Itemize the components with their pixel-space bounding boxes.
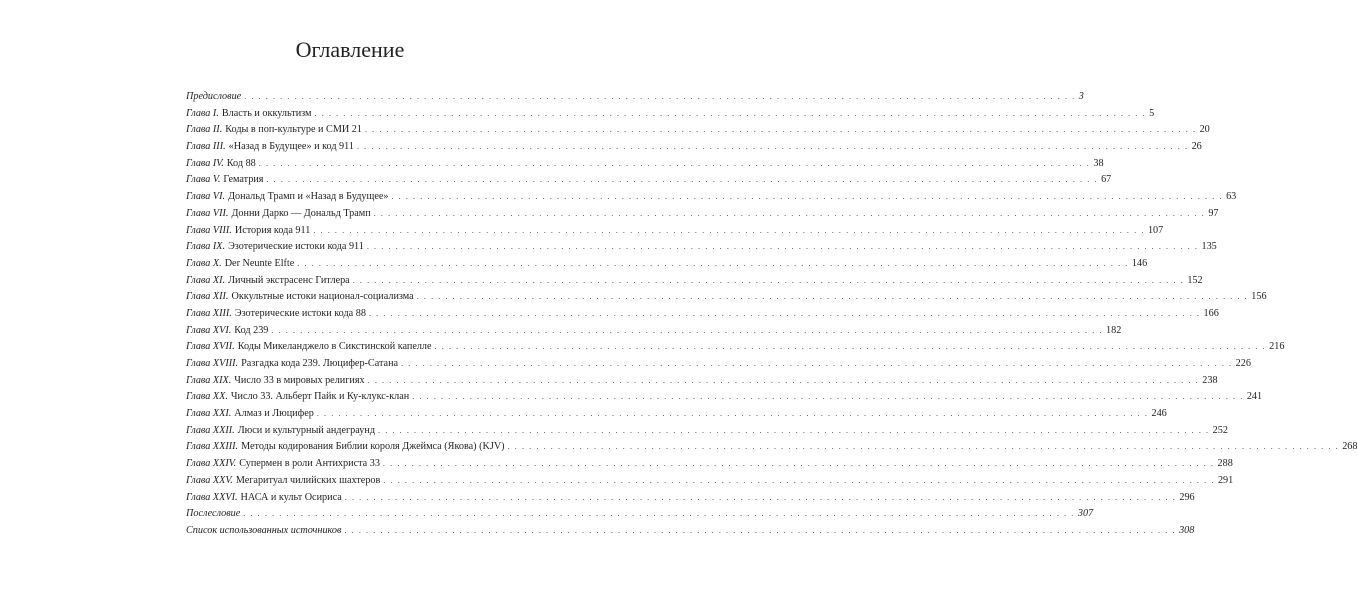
toc-chapter-number: Глава XXV.	[186, 474, 233, 486]
toc-chapter-number: Глава V.	[186, 174, 221, 186]
toc-chapter-number: Глава II.	[186, 124, 223, 136]
toc-entry	[186, 306, 1219, 323]
toc-dot-leader	[391, 189, 1223, 206]
toc-entry	[186, 506, 1094, 523]
toc-chapter-number: Глава VIII.	[186, 224, 232, 236]
toc-dot-leader	[383, 456, 1215, 473]
toc-dot-leader	[357, 139, 1189, 156]
toc-entry	[186, 106, 1155, 123]
toc-entry	[186, 189, 1237, 206]
toc-entry	[186, 439, 1357, 456]
toc-page-number: 67	[1101, 174, 1112, 186]
toc-page-number: 63	[1226, 191, 1237, 203]
toc-entry	[186, 256, 1148, 273]
toc-page-number: 246	[1151, 408, 1167, 420]
toc-chapter-title: Список использованных источников	[186, 524, 342, 536]
toc-chapter-number: Глава XX.	[186, 391, 228, 403]
toc-dot-leader	[315, 106, 1147, 123]
toc-entry	[186, 406, 1167, 423]
toc-chapter-title: Супермен в роли Антихриста 33	[239, 458, 380, 470]
toc-dot-leader	[266, 172, 1098, 189]
toc-entry	[186, 339, 1285, 356]
toc-chapter-number: Глава XVIII.	[186, 358, 239, 369]
toc-dot-leader	[243, 506, 1075, 523]
toc-dot-leader	[367, 239, 1199, 256]
toc-dot-leader	[244, 89, 1076, 106]
toc-dot-leader	[378, 423, 1210, 440]
toc-chapter-number: Глава XI.	[186, 274, 226, 286]
toc-chapter-number: Глава XXIV.	[186, 458, 237, 470]
toc-page-number: 288	[1217, 458, 1233, 470]
toc-page-number: 308	[1179, 524, 1195, 536]
toc-chapter-number: Глава III.	[186, 141, 226, 153]
toc-dot-leader	[374, 206, 1206, 223]
toc-page-number: 252	[1212, 424, 1228, 436]
toc-page-number: 152	[1187, 274, 1203, 286]
toc-page-number: 291	[1217, 474, 1234, 486]
toc-chapter-title: Эзотерические истоки кода 88	[234, 307, 366, 319]
toc-entry	[186, 490, 1195, 507]
toc-page-number: 97	[1208, 207, 1219, 219]
table-of-contents	[186, 89, 1357, 540]
toc-page-number: 146	[1131, 257, 1148, 269]
toc-chapter-title: Гематрия	[223, 174, 264, 186]
toc-chapter-title: Власть и оккультизм	[221, 107, 312, 119]
toc-entry	[186, 223, 1164, 240]
toc-page-number: 3	[1078, 91, 1084, 102]
toc-page-number: 226	[1235, 358, 1251, 369]
toc-chapter-title: Донни Дарко — Дональд Трамп	[231, 207, 371, 219]
toc-chapter-title: Der Neunte Elfte	[224, 257, 295, 269]
toc-chapter-number: Глава XIII.	[186, 307, 232, 319]
toc-chapter-number: Глава XVII.	[186, 341, 235, 353]
toc-page-number: 296	[1179, 491, 1195, 503]
toc-dot-leader	[259, 156, 1091, 173]
toc-page-number: 216	[1269, 341, 1285, 353]
toc-entry	[186, 172, 1112, 189]
toc-chapter-title: Коды Микеланджело в Сикстинской капелле	[237, 341, 432, 353]
toc-dot-leader	[383, 473, 1215, 490]
toc-entry	[186, 239, 1217, 256]
toc-chapter-number: Глава XXI.	[186, 408, 232, 420]
toc-entry	[186, 523, 1195, 540]
toc-dot-leader	[271, 323, 1103, 340]
toc-page-number: 38	[1093, 157, 1104, 169]
toc-entry	[186, 273, 1203, 290]
toc-entry	[186, 122, 1210, 139]
toc-entry	[186, 323, 1122, 340]
toc-chapter-title: Разгадка кода 239. Люцифер-Сатана	[241, 358, 399, 369]
toc-dot-leader	[313, 223, 1145, 240]
toc-chapter-title: Мегаритуал чилийских шахтеров	[235, 474, 381, 486]
toc-dot-leader	[297, 256, 1129, 273]
toc-page-number: 268	[1342, 441, 1357, 453]
toc-dot-leader	[412, 389, 1244, 406]
toc-chapter-title: Число 33 в мировых религиях	[234, 374, 365, 386]
toc-page-number: 26	[1191, 141, 1202, 153]
toc-page-number: 241	[1246, 391, 1263, 403]
toc-entry	[186, 139, 1202, 156]
toc-dot-leader	[435, 339, 1267, 356]
toc-page-number: 307	[1077, 508, 1094, 520]
toc-dot-leader	[353, 273, 1185, 290]
toc-chapter-title: Методы кодирования Библии короля Джеймса (Якова) (KJV)	[241, 441, 505, 453]
toc-entry	[186, 373, 1218, 390]
toc-page-number: 166	[1203, 307, 1219, 319]
toc-chapter-number: Глава XXVI.	[186, 491, 238, 503]
toc-chapter-title: Число 33. Альберт Пайк и Ку-клукс-клан	[230, 391, 410, 403]
toc-chapter-title: Код 88	[226, 157, 256, 169]
toc-dot-leader	[368, 373, 1200, 390]
toc-page-number: 107	[1147, 224, 1164, 236]
toc-dot-leader	[508, 439, 1340, 456]
toc-chapter-title: История кода 911	[234, 224, 311, 236]
toc-dot-leader	[401, 356, 1233, 373]
toc-dot-leader	[369, 306, 1201, 323]
toc-entry	[186, 473, 1234, 490]
toc-dot-leader	[345, 490, 1177, 507]
toc-chapter-title: Люси и культурный андеграунд	[237, 424, 376, 436]
toc-chapter-number: Глава XIX.	[186, 374, 232, 386]
toc-chapter-title: Личный экстрасенс Гитлера	[228, 274, 350, 286]
toc-page-number: 156	[1251, 291, 1267, 303]
toc-chapter-number: Глава VII.	[186, 207, 229, 219]
toc-page-number: 182	[1106, 324, 1122, 336]
toc-chapter-title: Эзотерические истоки кода 911	[228, 241, 364, 253]
toc-page-number: 5	[1149, 107, 1155, 119]
toc-chapter-number: Глава XVI.	[186, 324, 232, 336]
toc-page-number: 238	[1202, 374, 1218, 386]
toc-entry	[186, 456, 1233, 473]
toc-chapter-title: НАСА и культ Осириса	[240, 491, 342, 503]
toc-entry	[186, 289, 1267, 306]
toc-dot-leader	[344, 523, 1176, 540]
toc-chapter-title: «Назад в Будущее» и код 911	[228, 141, 354, 153]
toc-entry	[186, 156, 1104, 173]
toc-chapter-number: Глава VI.	[186, 191, 226, 203]
toc-entry	[186, 206, 1219, 223]
toc-chapter-title: Код 239	[234, 324, 269, 336]
toc-chapter-title: Алмаз и Люцифер	[234, 408, 314, 420]
toc-chapter-title: Дональд Трамп и «Назад в Будущее»	[228, 191, 389, 203]
toc-entry	[186, 389, 1263, 406]
toc-entry	[186, 356, 1251, 373]
toc-chapter-number: Глава XII.	[186, 291, 229, 303]
toc-dot-leader	[417, 289, 1249, 306]
toc-page-number: 135	[1201, 241, 1217, 253]
toc-chapter-number: Глава XXII.	[186, 424, 235, 436]
toc-chapter-number: Глава X.	[186, 257, 222, 269]
toc-dot-leader	[317, 406, 1149, 423]
toc-chapter-number: Глава IV.	[186, 157, 224, 169]
toc-chapter-number: Глава IX.	[186, 241, 226, 253]
page-title: Оглавление	[295, 37, 405, 62]
toc-chapter-number: Глава XXIII.	[186, 441, 239, 453]
toc-chapter-title: Коды в поп-культуре и СМИ 21	[225, 124, 362, 136]
toc-chapter-title: Послесловие	[186, 508, 241, 520]
toc-entry	[186, 423, 1228, 440]
toc-chapter-number: Глава I.	[186, 107, 219, 119]
toc-entry	[186, 89, 1084, 106]
toc-chapter-title: Предисловие	[186, 91, 242, 102]
toc-chapter-title: Оккультные истоки национал-социализма	[231, 291, 414, 303]
toc-dot-leader	[365, 122, 1197, 139]
toc-page-number: 20	[1199, 124, 1210, 136]
